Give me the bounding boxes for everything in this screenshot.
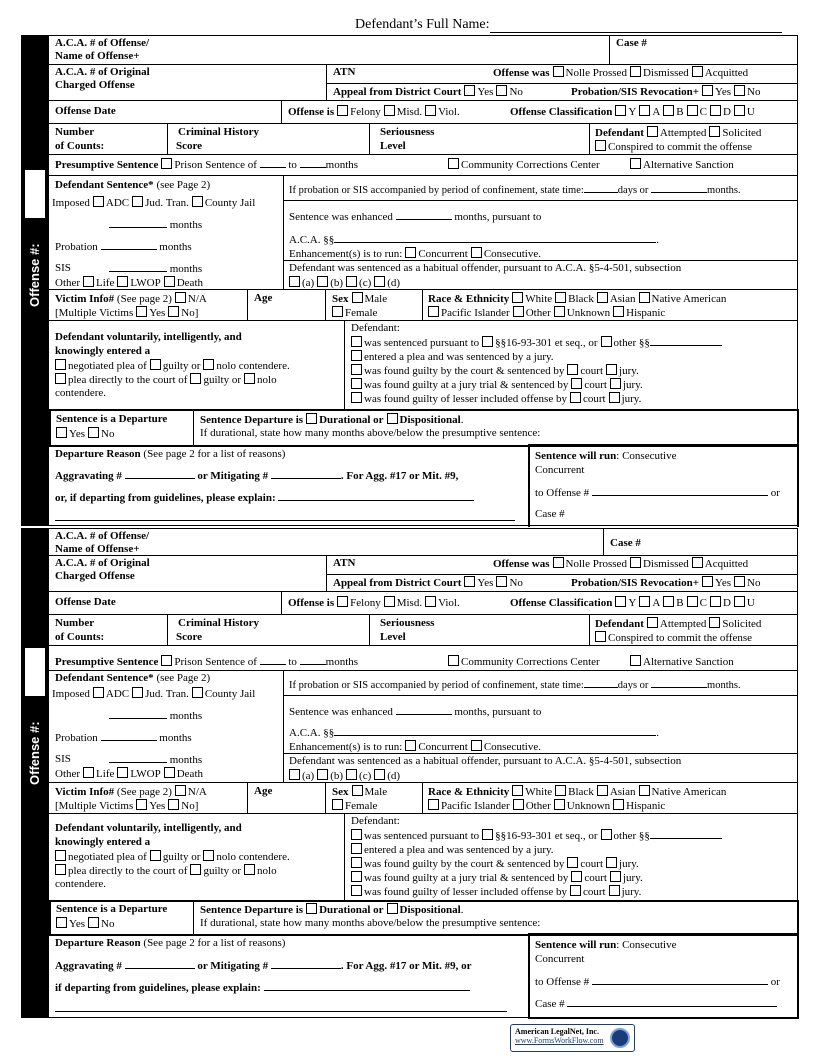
multi-no-checkbox[interactable] — [168, 306, 179, 317]
found-court-checkbox[interactable] — [351, 857, 362, 868]
felony-checkbox[interactable] — [337, 105, 348, 116]
aca-offense-cell[interactable]: A.C.A. # of Offense/ Name of Offense+ — [49, 36, 610, 64]
found-jury-court-checkbox[interactable] — [571, 378, 582, 389]
native-checkbox[interactable] — [639, 292, 650, 303]
row-aca-offense — [49, 529, 797, 556]
offense-side-bar-2 — [21, 528, 48, 1018]
found-court-court-checkbox[interactable] — [567, 364, 578, 375]
plea-cell: Defendant voluntarily, intelligently, and knowingly entered a negotiated plea of guilty or nolo contendere. plea directly to the court of guilty or nolo contendere. — [49, 321, 345, 409]
defendant-attempt-cell: Defendant Attempted Solicited Conspired to commit the offense — [595, 127, 762, 153]
nolle-checkbox[interactable] — [553, 66, 564, 77]
acquitted-checkbox[interactable] — [692, 66, 703, 77]
multi-no-checkbox[interactable] — [168, 799, 179, 810]
direct-guilty-checkbox[interactable] — [190, 864, 201, 875]
neg-nolo-checkbox[interactable] — [203, 850, 214, 861]
lwop-checkbox[interactable] — [117, 276, 128, 287]
county-jail-checkbox[interactable] — [192, 196, 203, 207]
multi-yes-checkbox[interactable] — [136, 306, 147, 317]
plea-directly-checkbox[interactable] — [55, 864, 66, 875]
found-court-checkbox[interactable] — [351, 364, 362, 375]
defendant-full-name-label: Defendant’s Full Name: — [355, 17, 490, 32]
race-cell: Race & Ethnicity White Black Asian Native American Pacific Islander Other Unknown Hispanic — [428, 293, 727, 319]
black-checkbox[interactable] — [555, 292, 566, 303]
footer-url[interactable]: www.FormsWorkFlow.com — [515, 1036, 604, 1045]
row-counts — [49, 615, 797, 646]
male-checkbox[interactable] — [352, 292, 363, 303]
pacific-checkbox[interactable] — [428, 306, 439, 317]
lesser-court-checkbox[interactable] — [570, 885, 581, 896]
defendant-full-name — [355, 17, 782, 33]
attempted-checkbox[interactable] — [647, 617, 658, 628]
seriousness-cell[interactable]: Seriousness Level — [370, 124, 590, 154]
dismissed-checkbox[interactable] — [630, 557, 641, 568]
dismissed-checkbox[interactable] — [630, 66, 641, 77]
globe-icon — [610, 1028, 630, 1048]
age-cell[interactable]: Age — [248, 783, 326, 813]
nolle-checkbox[interactable] — [553, 557, 564, 568]
solicited-checkbox[interactable] — [709, 126, 720, 137]
sub-b-checkbox[interactable] — [317, 276, 328, 287]
revocation-yes-checkbox[interactable] — [702, 85, 713, 96]
death-checkbox[interactable] — [164, 767, 175, 778]
plea-directly-checkbox[interactable] — [55, 373, 66, 384]
seriousness-cell[interactable]: Seriousness Level — [370, 615, 590, 645]
sub-b-checkbox[interactable] — [317, 769, 328, 780]
defendant-sentence-cell: Defendant Sentence* (see Page 2) Imposed ADC Jud. Tran. County Jail months Probation months SIS months Other Life LWOP Death — [49, 176, 284, 289]
sub-d-checkbox[interactable] — [374, 769, 385, 780]
defendant-outcome-cell: Defendant: was sentenced pursuant to §§16-93-301 et seq., or other §§ entered a plea and was sentenced by a jury. was found guilty by the court & sentenced by court jury. was found guilty at a jury trial & sentenced by court jury. was found guilty of lesser included offense by court jury. — [345, 814, 797, 900]
misd-checkbox[interactable] — [384, 105, 395, 116]
aca-offense-cell[interactable]: A.C.A. # of Offense/ Name of Offense+ — [49, 529, 604, 555]
class-c-checkbox[interactable] — [687, 596, 698, 607]
departure-yes-checkbox[interactable] — [56, 427, 67, 438]
sentenced-pursuant-checkbox[interactable] — [351, 336, 362, 347]
neg-guilty-checkbox[interactable] — [150, 359, 161, 370]
attempted-checkbox[interactable] — [647, 126, 658, 137]
ss16-checkbox[interactable] — [482, 336, 493, 347]
viol-checkbox[interactable] — [425, 596, 436, 607]
row-plea — [49, 321, 797, 409]
departure-reason-box: Departure Reason (See page 2 for a list of reasons) Aggravating # or Mitigating # . For Agg. #17 or Mit. #9, or if departing from guidelines, please explain: Sentence will run: Consecutive Concurrent to Offense # or Case # — [49, 936, 797, 1019]
lesser-jury-checkbox[interactable] — [609, 392, 620, 403]
adc-checkbox[interactable] — [93, 687, 104, 698]
sentence-details-cell: If probation or SIS accompanied by period of confinement, state time: days or months. Sentence was enhanced months, pursuant to A.C.A. §§ . Enhancement(s) is to run: Concurrent Consecutive. Defendant was sentenced as a habitual offender, pursuant to A.C.A. §5-4-501, subsection (a) (b) (c) (d) — [284, 176, 797, 289]
jud-tran-checkbox[interactable] — [132, 687, 143, 698]
enh-consecutive-checkbox[interactable] — [471, 247, 482, 258]
sub-c-checkbox[interactable] — [346, 769, 357, 780]
adc-checkbox[interactable] — [93, 196, 104, 207]
offense-side-label-2: Offense #: — [27, 721, 42, 785]
victim-info-cell: Victim Info# (See page 2) N/A [Multiple Victims Yes No] — [49, 783, 248, 813]
sub-c-checkbox[interactable] — [346, 276, 357, 287]
row-victim — [49, 783, 797, 814]
departure-no-checkbox[interactable] — [88, 427, 99, 438]
asian-checkbox[interactable] — [597, 785, 608, 796]
life-checkbox[interactable] — [83, 276, 94, 287]
victim-info-cell: Victim Info# (See page 2) N/A [Multiple Victims Yes No] — [49, 290, 248, 320]
atn-cell[interactable]: ATN Offense was Nolle Prossed Dismissed Acquitted Appeal from District Court Yes No Probation/SIS Revocation+ Yes No — [327, 65, 797, 100]
row-victim — [49, 290, 797, 321]
defendant-attempt-cell: Defendant Attempted Solicited Conspired to commit the offense — [595, 618, 762, 644]
durational-checkbox[interactable] — [306, 413, 317, 424]
aca-original-cell[interactable]: A.C.A. # of Original Charged Offense — [49, 556, 327, 591]
conspired-checkbox[interactable] — [595, 140, 606, 151]
appeal-yes-checkbox[interactable] — [464, 576, 475, 587]
neg-nolo-checkbox[interactable] — [203, 359, 214, 370]
appeal-no-checkbox[interactable] — [496, 85, 507, 96]
row-presumptive: Presumptive Sentence Prison Sentence of to months Community Corrections Center Alternative Sanction — [49, 155, 797, 176]
sub-a-checkbox[interactable] — [289, 276, 300, 287]
departure-box: Sentence is a Departure Yes No Sentence Departure is Durational or Dispositional. If durational, state how many months above/below the presumptive sentence: — [49, 900, 799, 936]
race-cell: Race & Ethnicity White Black Asian Native American Pacific Islander Other Unknown Hispanic — [428, 786, 727, 812]
offense-side-label-1: Offense #: — [27, 243, 42, 307]
prison-sentence-checkbox[interactable] — [161, 655, 172, 666]
hispanic-checkbox[interactable] — [613, 799, 624, 810]
other-ss-checkbox[interactable] — [601, 829, 612, 840]
row-sentence — [49, 176, 797, 290]
class-d-checkbox[interactable] — [710, 596, 721, 607]
will-run-box-1: Sentence will run: Consecutive Concurrent to Offense # or Case # — [528, 444, 799, 527]
case-number-cell[interactable]: Case # — [616, 37, 647, 49]
sentence-details-cell: If probation or SIS accompanied by period of confinement, state time: days or months. Sentence was enhanced months, pursuant to A.C.A. §§ . Enhancement(s) is to run: Concurrent Consecutive. Defendant was sentenced as a habitual offender, pursuant to A.C.A. §5-4-501, subsection (a) (b) (c) (d) — [284, 671, 797, 782]
multi-yes-checkbox[interactable] — [136, 799, 147, 810]
conspired-checkbox[interactable] — [595, 631, 606, 642]
revocation-yes-checkbox[interactable] — [702, 576, 713, 587]
unknown-checkbox[interactable] — [554, 799, 565, 810]
departure-no-checkbox[interactable] — [88, 917, 99, 928]
row-plea — [49, 814, 797, 900]
found-court-jury-checkbox[interactable] — [606, 857, 617, 868]
offense-number-field-1[interactable] — [25, 170, 45, 218]
found-jury-jury-checkbox[interactable] — [610, 871, 621, 882]
lwop-checkbox[interactable] — [117, 767, 128, 778]
found-jury-jury-checkbox[interactable] — [610, 378, 621, 389]
defendant-full-name-field[interactable] — [490, 20, 782, 33]
negotiated-plea-checkbox[interactable] — [55, 359, 66, 370]
asian-checkbox[interactable] — [597, 292, 608, 303]
offense-type-cell: Offense is Felony Misd. Viol. Offense Classification Y A B C D U — [288, 106, 755, 118]
neg-guilty-checkbox[interactable] — [150, 850, 161, 861]
white-checkbox[interactable] — [512, 292, 523, 303]
lesser-jury-checkbox[interactable] — [609, 885, 620, 896]
row-offense-date — [49, 101, 797, 124]
revocation-no-checkbox[interactable] — [734, 576, 745, 587]
lesser-checkbox[interactable] — [351, 392, 362, 403]
enh-consecutive-checkbox[interactable] — [471, 740, 482, 751]
counts-cell[interactable]: Number of Counts: — [49, 124, 168, 154]
negotiated-plea-checkbox[interactable] — [55, 850, 66, 861]
revocation-no-checkbox[interactable] — [734, 85, 745, 96]
felony-checkbox[interactable] — [337, 596, 348, 607]
offense-number-field-2[interactable] — [25, 648, 45, 696]
footer-company: American LegalNet, Inc. — [515, 1027, 599, 1036]
other-race-checkbox[interactable] — [513, 306, 524, 317]
class-b-checkbox[interactable] — [663, 105, 674, 116]
male-checkbox[interactable] — [352, 785, 363, 796]
sex-cell: Sex Male Female — [326, 290, 423, 320]
jud-tran-checkbox[interactable] — [132, 196, 143, 207]
plea-jury-checkbox[interactable] — [351, 350, 362, 361]
sentenced-pursuant-checkbox[interactable] — [351, 829, 362, 840]
offense-date-cell[interactable]: Offense Date — [49, 592, 282, 614]
found-court-court-checkbox[interactable] — [567, 857, 578, 868]
misd-checkbox[interactable] — [384, 596, 395, 607]
direct-guilty-checkbox[interactable] — [190, 373, 201, 384]
class-y-checkbox[interactable] — [615, 596, 626, 607]
age-cell[interactable]: Age — [248, 290, 326, 320]
offense-side-bar-1 — [21, 35, 48, 526]
criminal-history-cell[interactable]: Criminal History Score — [168, 124, 370, 154]
offense-block-2 — [48, 528, 798, 1018]
enh-concurrent-checkbox[interactable] — [405, 247, 416, 258]
row-original-offense — [49, 65, 797, 101]
class-u-checkbox[interactable] — [734, 105, 745, 116]
class-c-checkbox[interactable] — [687, 105, 698, 116]
viol-checkbox[interactable] — [425, 105, 436, 116]
ccc-checkbox[interactable] — [448, 655, 459, 666]
offense-block-1 — [48, 35, 798, 526]
appeal-no-checkbox[interactable] — [496, 576, 507, 587]
dispositional-checkbox[interactable] — [387, 413, 398, 424]
departure-reason-box: Departure Reason (See page 2 for a list of reasons) Aggravating # or Mitigating # . For Agg. #17 or Mit. #9, or, if departing from guidelines, please explain: Sentence will run: Consecutive Concurrent to Offense # or Case # — [49, 447, 797, 527]
appeal-yes-checkbox[interactable] — [464, 85, 475, 96]
other-ss-checkbox[interactable] — [601, 336, 612, 347]
case-number-cell[interactable]: Case # — [610, 537, 641, 549]
native-checkbox[interactable] — [639, 785, 650, 796]
ss16-checkbox[interactable] — [482, 829, 493, 840]
dispositional-checkbox[interactable] — [387, 903, 398, 914]
row-presumptive: Presumptive Sentence Prison Sentence of to months Community Corrections Center Alternative Sanction — [49, 646, 797, 671]
sub-a-checkbox[interactable] — [289, 769, 300, 780]
ccc-checkbox[interactable] — [448, 158, 459, 169]
acquitted-checkbox[interactable] — [692, 557, 703, 568]
row-original-offense — [49, 556, 797, 592]
counts-cell[interactable]: Number of Counts: — [49, 615, 168, 645]
american-legalnet-logo[interactable] — [510, 1024, 635, 1052]
unknown-checkbox[interactable] — [554, 306, 565, 317]
criminal-history-cell[interactable]: Criminal History Score — [168, 615, 370, 645]
found-jury-checkbox[interactable] — [351, 378, 362, 389]
hispanic-checkbox[interactable] — [613, 306, 624, 317]
class-u-checkbox[interactable] — [734, 596, 745, 607]
plea-cell: Defendant voluntarily, intelligently, and knowingly entered a negotiated plea of guilty or nolo contendere. plea directly to the court of guilty or nolo contendere. — [49, 814, 345, 900]
class-y-checkbox[interactable] — [615, 105, 626, 116]
lesser-checkbox[interactable] — [351, 885, 362, 896]
female-checkbox[interactable] — [332, 306, 343, 317]
pacific-checkbox[interactable] — [428, 799, 439, 810]
row-aca-offense — [49, 36, 797, 65]
found-jury-court-checkbox[interactable] — [571, 871, 582, 882]
class-d-checkbox[interactable] — [710, 105, 721, 116]
row-offense-date — [49, 592, 797, 615]
life-checkbox[interactable] — [83, 767, 94, 778]
black-checkbox[interactable] — [555, 785, 566, 796]
county-jail-checkbox[interactable] — [192, 687, 203, 698]
found-court-jury-checkbox[interactable] — [606, 364, 617, 375]
prison-sentence-checkbox[interactable] — [161, 158, 172, 169]
alt-sanction-checkbox[interactable] — [630, 158, 641, 169]
offense-date-cell[interactable]: Offense Date — [49, 101, 282, 123]
atn-cell[interactable]: ATN Offense was Nolle Prossed Dismissed Acquitted Appeal from District Court Yes No Probation/SIS Revocation+ Yes No — [327, 556, 797, 591]
defendant-outcome-cell: Defendant: was sentenced pursuant to §§16-93-301 et seq., or other §§ entered a plea and was sentenced by a jury. was found guilty by the court & sentenced by court jury. was found guilty at a jury trial & sentenced by court jury. was found guilty of lesser included offense by court jury. — [345, 321, 797, 409]
lesser-court-checkbox[interactable] — [570, 392, 581, 403]
found-jury-checkbox[interactable] — [351, 871, 362, 882]
departure-box: Sentence is a Departure Yes No Sentence Departure is Durational or Dispositional. If durational, state how many months above/below the presumptive sentence: — [49, 409, 799, 447]
row-counts — [49, 124, 797, 155]
other-race-checkbox[interactable] — [513, 799, 524, 810]
victim-na-checkbox[interactable] — [175, 292, 186, 303]
departure-yes-checkbox[interactable] — [56, 917, 67, 928]
direct-nolo-checkbox[interactable] — [244, 864, 255, 875]
plea-jury-checkbox[interactable] — [351, 843, 362, 854]
victim-na-checkbox[interactable] — [175, 785, 186, 796]
direct-nolo-checkbox[interactable] — [244, 373, 255, 384]
durational-checkbox[interactable] — [306, 903, 317, 914]
sex-cell: Sex Male Female — [326, 783, 423, 813]
offense-type-cell: Offense is Felony Misd. Viol. Offense Classification Y A B C D U — [288, 597, 755, 609]
death-checkbox[interactable] — [164, 276, 175, 287]
alt-sanction-checkbox[interactable] — [630, 655, 641, 666]
defendant-sentence-cell: Defendant Sentence* (see Page 2) Imposed ADC Jud. Tran. County Jail months Probation months SIS months Other Life LWOP Death — [49, 671, 284, 782]
class-a-checkbox[interactable] — [639, 105, 650, 116]
class-a-checkbox[interactable] — [639, 596, 650, 607]
white-checkbox[interactable] — [512, 785, 523, 796]
female-checkbox[interactable] — [332, 799, 343, 810]
row-sentence — [49, 671, 797, 783]
enh-concurrent-checkbox[interactable] — [405, 740, 416, 751]
class-b-checkbox[interactable] — [663, 596, 674, 607]
will-run-box-2: Sentence will run: Consecutive Concurrent to Offense # or Case # — [528, 933, 799, 1019]
solicited-checkbox[interactable] — [709, 617, 720, 628]
aca-original-cell[interactable]: A.C.A. # of Original Charged Offense — [49, 65, 327, 100]
sub-d-checkbox[interactable] — [374, 276, 385, 287]
